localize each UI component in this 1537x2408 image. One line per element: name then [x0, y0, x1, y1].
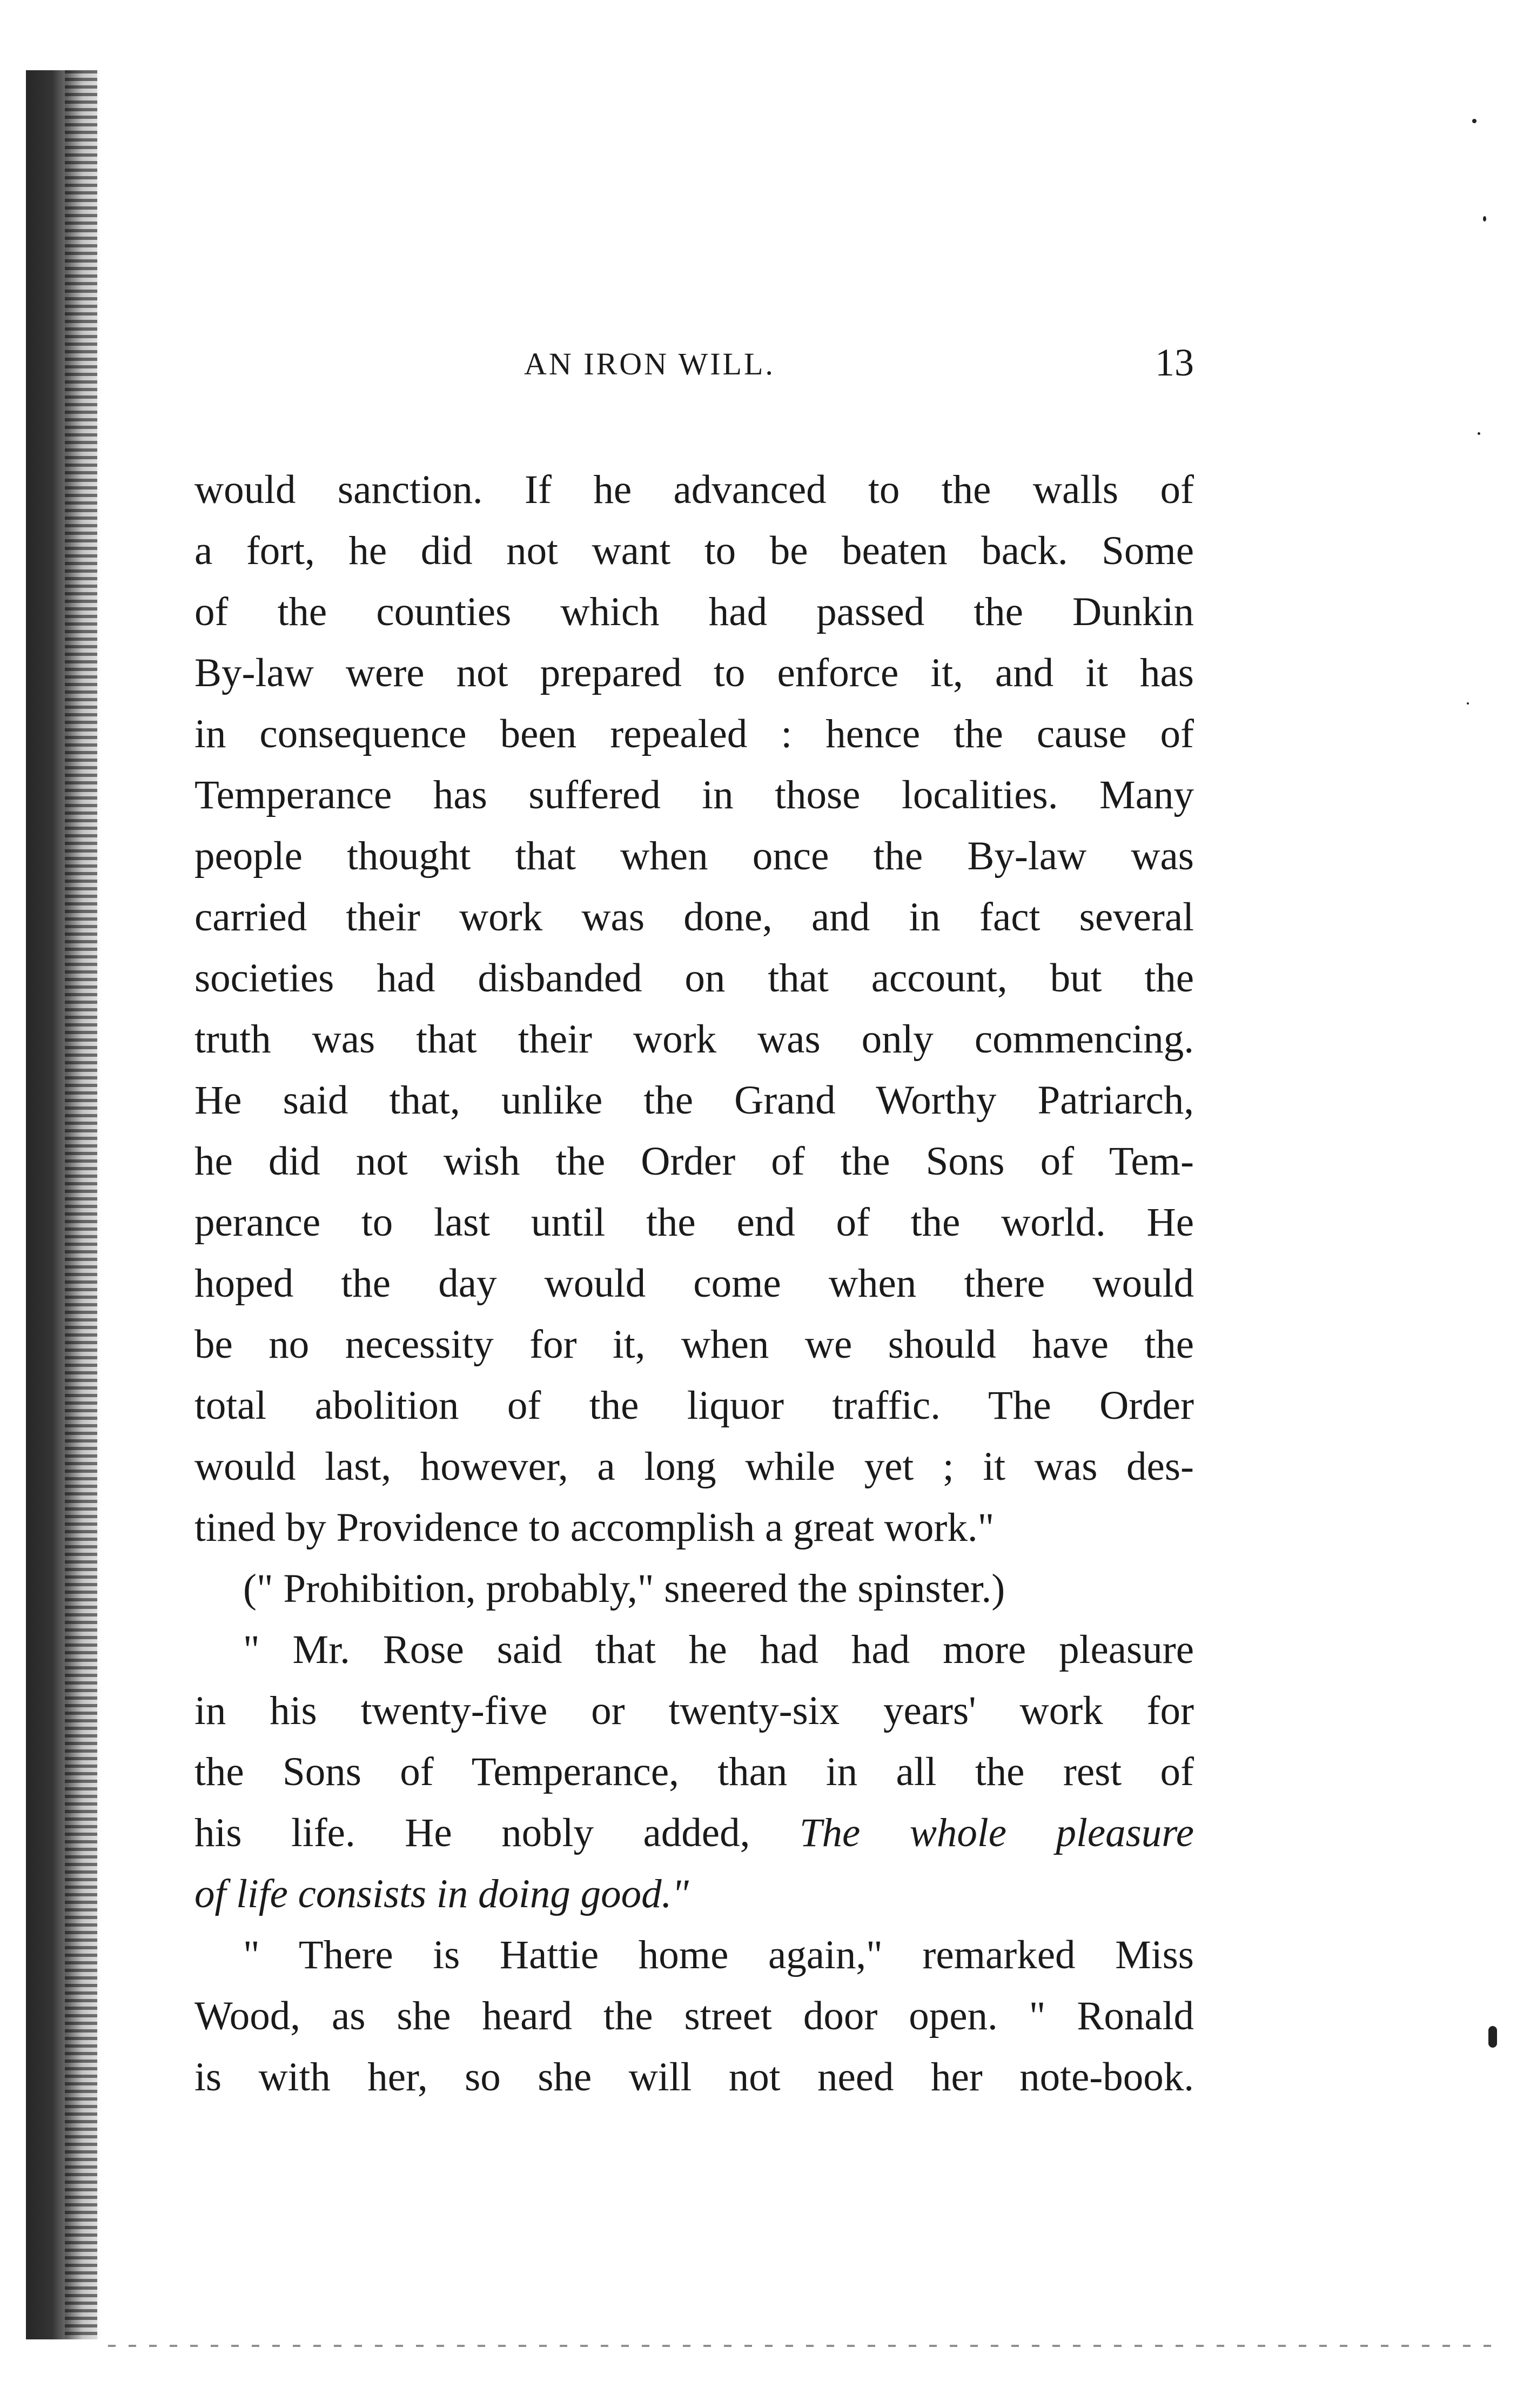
text-line: perance to last until the end of the world. He	[194, 1200, 1194, 1245]
running-title: AN IRON WILL.	[524, 346, 775, 381]
body-text	[194, 459, 1194, 2108]
book-spine-texture	[65, 70, 97, 2339]
text-line: (" Prohibition, probably," sneered the spinster.)	[243, 1566, 1005, 1611]
text-line: tined by Providence to accomplish a great work."	[194, 1505, 995, 1550]
text-line: would sanction. If he advanced to the walls of	[194, 467, 1194, 512]
text-line	[194, 1802, 1194, 1863]
text-line: He said that, unlike the Grand Worthy Patriarch,	[194, 1078, 1194, 1123]
text-line: he did not wish the Order of the Sons of Tem-	[194, 1139, 1194, 1184]
text-line: of life consists in doing good."	[194, 1872, 689, 1916]
book-page	[194, 335, 1194, 2108]
text-line: truth was that their work was only commencing.	[194, 1017, 1194, 1062]
text-line: would last, however, a long while yet ; it was des-	[194, 1444, 1194, 1489]
italic-text-segment: The whole pleasure	[799, 1810, 1194, 1855]
page-number: 13	[1155, 341, 1194, 384]
page-bottom-edge	[108, 2345, 1502, 2347]
text-line: in consequence been repealed : hence the cause of	[194, 712, 1194, 756]
text-line: is with her, so she will not need her note-book.	[194, 2055, 1194, 2100]
text-line: " Mr. Rose said that he had had more pleasure	[243, 1627, 1194, 1672]
running-head	[194, 335, 1194, 394]
text-line: people thought that when once the By-law was	[194, 834, 1194, 878]
text-line: By-law were not prepared to enforce it, and it has	[194, 650, 1194, 695]
text-line: total abolition of the liquor traffic. The Order	[194, 1383, 1194, 1428]
text-line: a fort, he did not want to be beaten back. Some	[194, 528, 1194, 573]
text-line: Temperance has suffered in those localities. Many	[194, 773, 1194, 817]
margin-specks	[1461, 54, 1526, 2323]
text-line: Wood, as she heard the street door open. " Ronald	[194, 1994, 1194, 2038]
text-line: the Sons of Temperance, than in all the rest of	[194, 1749, 1194, 1794]
text-segment: his life. He nobly added,	[194, 1810, 800, 1855]
text-line: hoped the day would come when there would	[194, 1261, 1194, 1306]
text-line: of the counties which had passed the Dunkin	[194, 589, 1194, 634]
text-line: in his twenty-five or twenty-six years' work for	[194, 1688, 1194, 1733]
text-line: be no necessity for it, when we should have the	[194, 1322, 1194, 1367]
text-line: carried their work was done, and in fact several	[194, 895, 1194, 940]
text-line: societies had disbanded on that account, but the	[194, 956, 1194, 1001]
text-line: " There is Hattie home again," remarked Miss	[243, 1933, 1194, 1977]
